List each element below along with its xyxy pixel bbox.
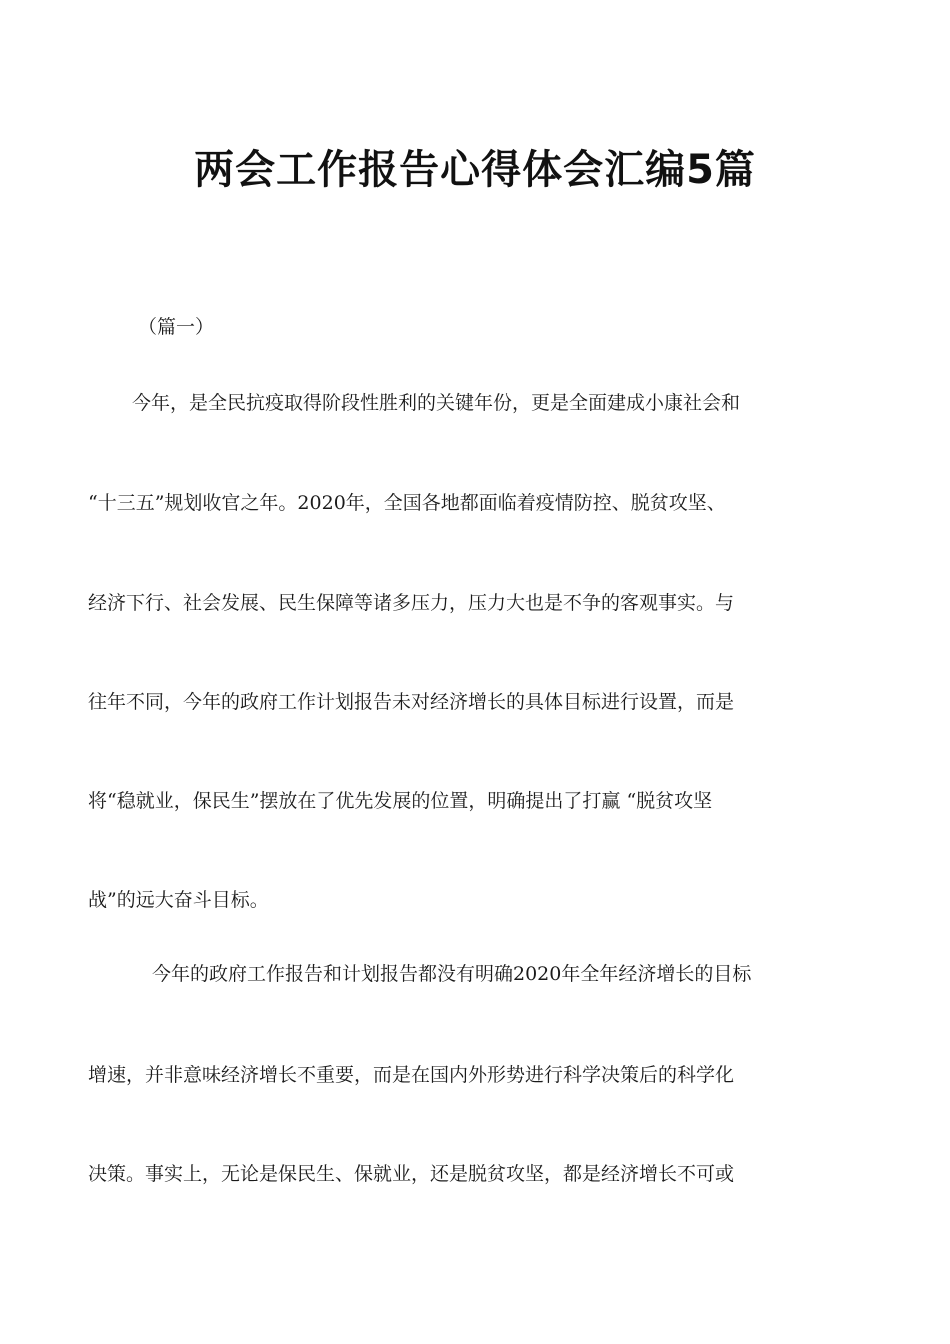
- document-title: 两会工作报告心得体会汇编5篇: [194, 147, 756, 193]
- paragraph-line: 今年，是全民抗疫取得阶段性胜利的关键年份，更是全面建成小康社会和: [132, 392, 741, 414]
- paragraph-line: 将“稳就业，保民生”摆放在了优先发展的位置，明确提出了打赢 “脱贫攻坚: [88, 790, 713, 812]
- paragraph-line: 今年的政府工作报告和计划报告都没有明确2020年全年经济增长的目标: [152, 963, 752, 985]
- paragraph-line: 经济下行、社会发展、民生保障等诸多压力，压力大也是不争的客观事实。与: [88, 592, 735, 614]
- paragraph-line: 战”的远大奋斗目标。: [88, 889, 269, 911]
- paragraph-line: 决策。事实上，无论是保民生、保就业，还是脱贫攻坚，都是经济增长不可或: [88, 1163, 735, 1185]
- paragraph-line: 往年不同，今年的政府工作计划报告未对经济增长的具体目标进行设置，而是: [88, 691, 735, 713]
- section-label: （篇一）: [138, 316, 215, 338]
- paragraph-line: 增速，并非意味经济增长不重要，而是在国内外形势进行科学决策后的科学化: [88, 1064, 735, 1086]
- paragraph-line: “十三五”规划收官之年。2020年，全国各地都面临着疫情防控、脱贫攻坚、: [88, 492, 726, 514]
